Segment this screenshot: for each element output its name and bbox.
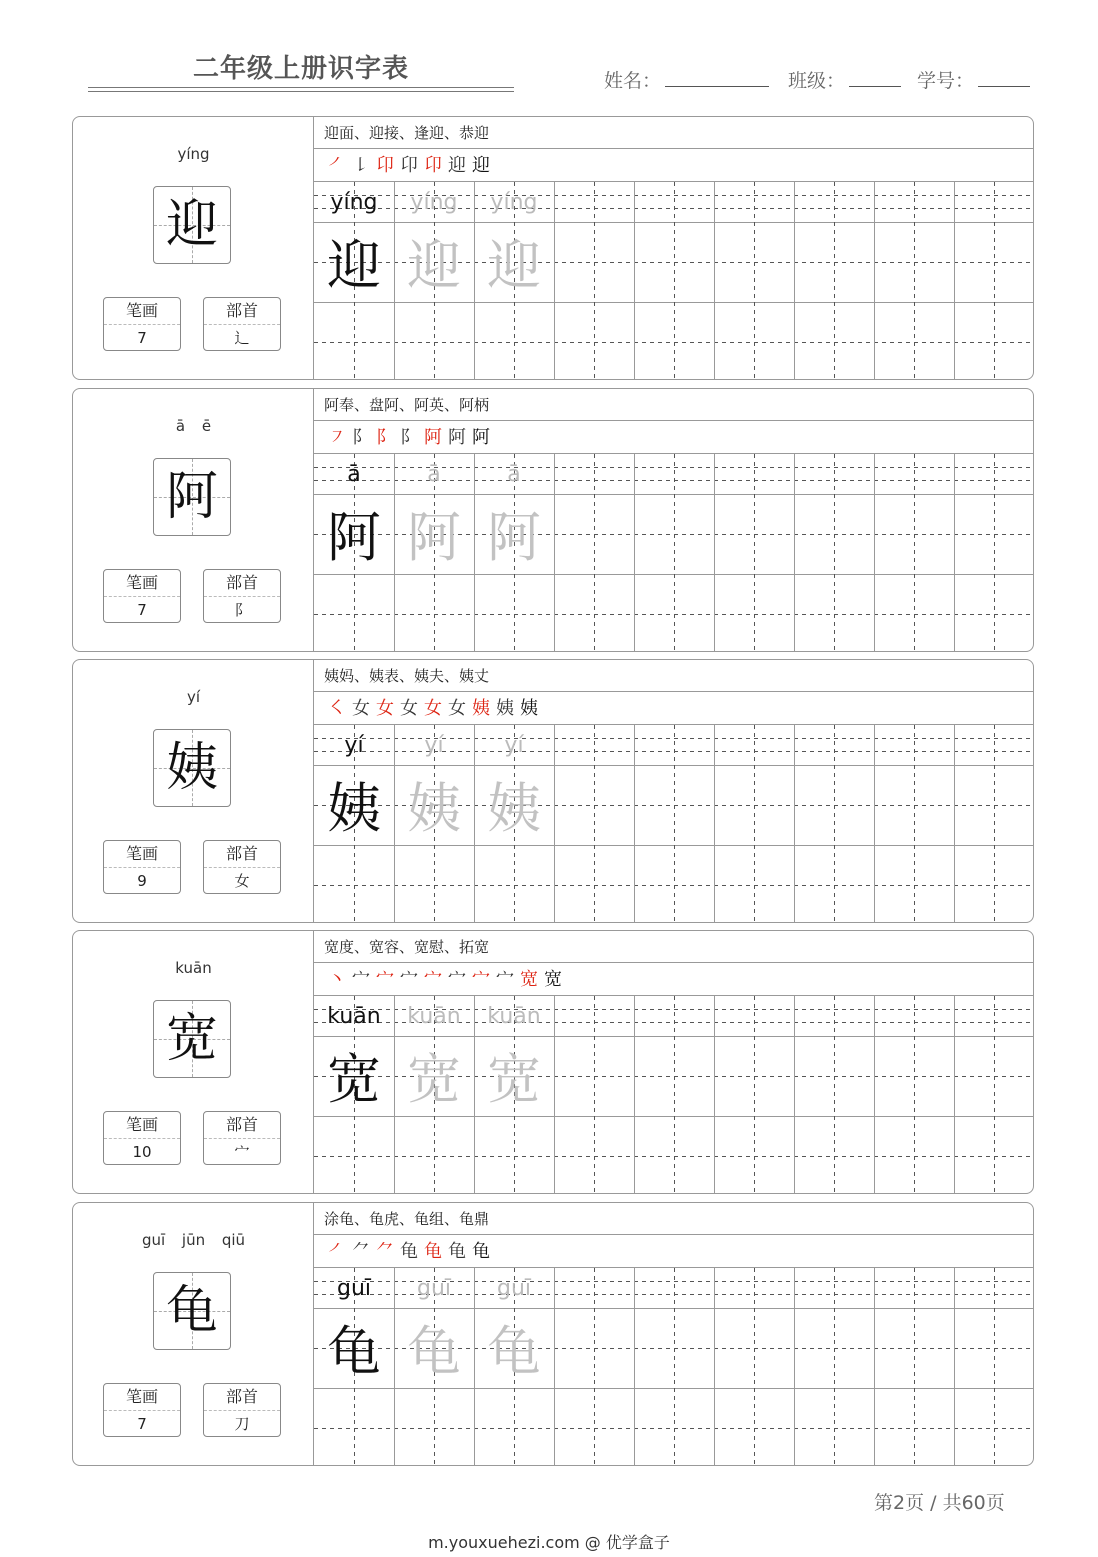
character-box: [153, 458, 231, 536]
example-words: 宽度、宽容、宽慰、拓宽: [314, 931, 1034, 963]
stroke-order-step: ㇇: [328, 427, 352, 448]
character-info-panel: [73, 660, 314, 922]
stroke-order-step: 姨: [472, 698, 496, 719]
trace-character: 宽: [407, 1048, 461, 1111]
stroke-count-label: 笔画: [104, 298, 180, 325]
student-number-blank[interactable]: [978, 68, 1030, 87]
trace-character: 宽: [487, 1048, 541, 1111]
stroke-count-box: [103, 1111, 181, 1165]
radical-box: [203, 297, 281, 351]
trace-pinyin: guī: [416, 1276, 452, 1301]
stroke-order-step: 阝: [352, 427, 376, 448]
stroke-order-step: 卬: [424, 155, 448, 176]
practice-pinyin: guī: [336, 1276, 372, 1301]
stroke-order-step: 女: [352, 698, 376, 719]
student-number-label: 学号：: [917, 70, 975, 92]
character-glyph: 宽: [165, 1009, 218, 1069]
stroke-order-step: 女: [448, 698, 472, 719]
stroke-count-label: 笔画: [104, 570, 180, 597]
stroke-count-label: 笔画: [104, 1384, 180, 1411]
stroke-order-step: 宽: [520, 969, 544, 990]
stroke-order-step: 姨: [520, 698, 544, 719]
practice-panel: [314, 389, 1034, 651]
character-info-panel: [73, 1203, 314, 1465]
radical-label: 部首: [204, 1384, 280, 1411]
character-info-panel: [73, 931, 314, 1193]
stroke-order-step: ㇒: [328, 155, 352, 176]
stroke-order-step: 宀: [496, 969, 520, 990]
worksheet-header: [0, 0, 1098, 110]
character-box: [153, 1000, 231, 1078]
trace-pinyin: yíng: [490, 190, 538, 215]
character-card: [72, 388, 1034, 652]
footer-source: m.youxuehezi.com @ 优学盒子: [428, 1533, 670, 1552]
trace-pinyin: yíng: [410, 190, 458, 215]
practice-character: 龟: [327, 1320, 381, 1383]
practice-pinyin: yíng: [330, 190, 378, 215]
stroke-order-row: [314, 692, 1034, 725]
stroke-count-value: 7: [137, 329, 147, 347]
name-field[interactable]: [604, 66, 769, 93]
character-card: [72, 1202, 1034, 1466]
stroke-order-step: 卬: [400, 155, 424, 176]
radical-label: 部首: [204, 298, 280, 325]
stroke-order-step: 宀: [400, 969, 424, 990]
radical-value: 辶: [234, 329, 250, 347]
stroke-order-row: [314, 421, 1034, 454]
page-number: 第2页 / 共60页: [874, 1492, 1005, 1514]
stroke-order-step: ㇛: [328, 698, 352, 719]
stroke-order-step: 迎: [448, 155, 472, 176]
name-blank[interactable]: [665, 68, 769, 87]
stroke-count-value: 7: [137, 1415, 147, 1433]
stroke-count-box: [103, 569, 181, 623]
trace-character: 姨: [407, 777, 461, 840]
practice-pinyin: kuān: [327, 1004, 381, 1029]
stroke-count-box: [103, 297, 181, 351]
radical-value: 宀: [234, 1143, 250, 1161]
radical-value: 刀: [234, 1415, 250, 1433]
radical-label: 部首: [204, 1112, 280, 1139]
trace-pinyin: guī: [496, 1276, 532, 1301]
trace-pinyin: kuān: [407, 1004, 461, 1029]
trace-pinyin: yí: [424, 733, 444, 758]
character-pinyin: kuān: [175, 959, 212, 977]
trace-pinyin: kuān: [487, 1004, 541, 1029]
stroke-order-step: ⺈: [352, 1241, 376, 1262]
stroke-order-step: 阿: [472, 427, 496, 448]
example-words: 涂龟、龟虎、龟组、龟鼎: [314, 1203, 1034, 1235]
trace-character: 阿: [487, 506, 541, 569]
stroke-count-value: 7: [137, 601, 147, 619]
stroke-order-step: ㇒: [328, 1241, 352, 1262]
character-glyph: 迎: [165, 195, 218, 255]
stroke-order-row: [314, 149, 1034, 182]
stroke-count-label: 笔画: [104, 1112, 180, 1139]
example-words: 迎面、迎接、逢迎、恭迎: [314, 117, 1034, 149]
stroke-count-box: [103, 1383, 181, 1437]
character-info-panel: [73, 389, 314, 651]
class-label: 班级：: [788, 70, 846, 92]
radical-label: 部首: [204, 841, 280, 868]
radical-value: 阝: [234, 601, 250, 619]
stroke-count-value: 10: [132, 1143, 152, 1161]
radical-value: 女: [234, 872, 250, 890]
stroke-order-step: 龟: [448, 1241, 472, 1262]
trace-character: 迎: [407, 234, 461, 297]
trace-character: 姨: [487, 777, 541, 840]
title-underline: [88, 87, 514, 88]
radical-box: [203, 1111, 281, 1165]
practice-pinyin: yí: [344, 733, 364, 758]
character-box: [153, 1272, 231, 1350]
stroke-count-label: 笔画: [104, 841, 180, 868]
stroke-count-value: 9: [137, 872, 147, 890]
stroke-order-step: 姨: [496, 698, 520, 719]
practice-character: 姨: [327, 777, 381, 840]
character-card: [72, 116, 1034, 380]
trace-pinyin: yí: [504, 733, 524, 758]
stroke-order-step: 阝: [376, 427, 400, 448]
character-box: [153, 186, 231, 264]
character-glyph: 龟: [165, 1281, 218, 1341]
practice-panel: [314, 1203, 1034, 1465]
stroke-order-step: 龟: [400, 1241, 424, 1262]
character-pinyin: yíng: [177, 145, 210, 163]
example-words: 姨妈、姨表、姨夫、姨丈: [314, 660, 1034, 692]
practice-character: 宽: [327, 1048, 381, 1111]
student-number-field[interactable]: [917, 66, 1030, 93]
trace-character: 龟: [487, 1320, 541, 1383]
stroke-order-step: 龟: [472, 1241, 496, 1262]
radical-box: [203, 569, 281, 623]
stroke-order-step: 宀: [424, 969, 448, 990]
stroke-order-step: 卬: [376, 155, 400, 176]
character-card: [72, 659, 1034, 923]
practice-panel: [314, 660, 1034, 922]
name-label: 姓名：: [604, 70, 662, 92]
trace-character: 迎: [487, 234, 541, 297]
stroke-order-step: ㇙: [352, 155, 376, 176]
character-glyph: 阿: [165, 467, 218, 527]
page-title: 二年级上册识字表: [192, 54, 409, 84]
character-pinyin: guī jūn qiū: [141, 1231, 246, 1249]
stroke-order-step: 女: [424, 698, 448, 719]
stroke-order-step: 宀: [376, 969, 400, 990]
trace-pinyin: ā: [427, 462, 441, 487]
example-words: 阿奉、盘阿、阿英、阿柄: [314, 389, 1034, 421]
class-field[interactable]: [788, 66, 901, 93]
radical-label: 部首: [204, 570, 280, 597]
stroke-order-step: 阿: [448, 427, 472, 448]
stroke-order-step: 丶: [328, 969, 352, 990]
stroke-count-box: [103, 840, 181, 894]
stroke-order-step: 宀: [472, 969, 496, 990]
character-box: [153, 729, 231, 807]
trace-character: 龟: [407, 1320, 461, 1383]
trace-character: 阿: [407, 506, 461, 569]
practice-character: 迎: [327, 234, 381, 297]
stroke-order-step: 宀: [448, 969, 472, 990]
radical-box: [203, 1383, 281, 1437]
radical-box: [203, 840, 281, 894]
character-info-panel: [73, 117, 314, 379]
character-glyph: 姨: [165, 738, 218, 798]
stroke-order-step: ⺈: [376, 1241, 400, 1262]
practice-panel: [314, 117, 1034, 379]
stroke-order-step: 阝: [400, 427, 424, 448]
trace-pinyin: ā: [507, 462, 521, 487]
practice-panel: [314, 931, 1034, 1193]
stroke-order-step: 阿: [424, 427, 448, 448]
class-blank[interactable]: [849, 68, 901, 87]
stroke-order-step: 迎: [472, 155, 496, 176]
character-card: [72, 930, 1034, 1194]
stroke-order-step: 女: [400, 698, 424, 719]
character-pinyin: ā ē: [175, 417, 212, 435]
stroke-order-step: 龟: [424, 1241, 448, 1262]
character-pinyin: yí: [186, 688, 201, 706]
stroke-order-step: 女: [376, 698, 400, 719]
practice-pinyin: ā: [347, 462, 361, 487]
stroke-order-row: [314, 963, 1034, 996]
stroke-order-row: [314, 1235, 1034, 1268]
title-underline-2: [88, 91, 514, 92]
stroke-order-step: 宀: [352, 969, 376, 990]
practice-character: 阿: [327, 506, 381, 569]
stroke-order-step: 宽: [544, 969, 568, 990]
